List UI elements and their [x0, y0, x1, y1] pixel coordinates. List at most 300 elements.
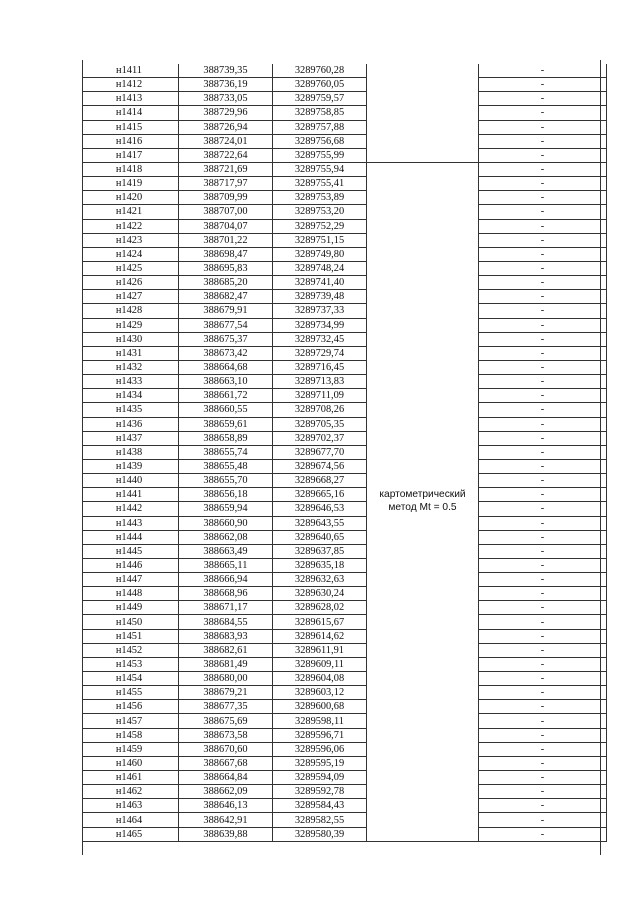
- description-cell: -: [479, 601, 607, 615]
- y-coordinate-cell: 3289665,16: [273, 488, 367, 502]
- table-row: [83, 756, 607, 770]
- point-mark-cell: н1440: [83, 474, 179, 488]
- x-coordinate-cell: 388722,64: [179, 148, 273, 162]
- point-mark-cell: н1425: [83, 261, 179, 275]
- description-cell: -: [479, 587, 607, 601]
- table-row: [83, 276, 607, 290]
- x-coordinate-cell: 388695,83: [179, 261, 273, 275]
- table-row: [83, 474, 607, 488]
- description-cell: -: [479, 544, 607, 558]
- point-mark-cell: н1465: [83, 827, 179, 841]
- point-mark-cell: н1415: [83, 120, 179, 134]
- method-cell: [367, 148, 479, 162]
- table-row: [83, 403, 607, 417]
- x-coordinate-cell: 388736,19: [179, 78, 273, 92]
- x-coordinate-cell: 388683,93: [179, 629, 273, 643]
- x-coordinate-cell: 388639,88: [179, 827, 273, 841]
- description-cell: -: [479, 120, 607, 134]
- x-coordinate-cell: 388661,72: [179, 389, 273, 403]
- method-cell: [367, 601, 479, 615]
- y-coordinate-cell: 3289708,26: [273, 403, 367, 417]
- point-mark-cell: н1433: [83, 375, 179, 389]
- point-mark-cell: н1463: [83, 799, 179, 813]
- method-cell: [367, 672, 479, 686]
- method-cell: [367, 290, 479, 304]
- method-cell: [367, 827, 479, 841]
- point-mark-cell: н1455: [83, 686, 179, 700]
- description-cell: -: [479, 403, 607, 417]
- x-coordinate-cell: 388724,01: [179, 134, 273, 148]
- point-mark-cell: н1464: [83, 813, 179, 827]
- description-cell: -: [479, 728, 607, 742]
- method-cell: [367, 332, 479, 346]
- point-mark-cell: н1421: [83, 205, 179, 219]
- description-cell: -: [479, 276, 607, 290]
- point-mark-cell: н1458: [83, 728, 179, 742]
- x-coordinate-cell: 388721,69: [179, 162, 273, 176]
- table-row: [83, 657, 607, 671]
- description-cell: -: [479, 827, 607, 841]
- y-coordinate-cell: 3289582,55: [273, 813, 367, 827]
- y-coordinate-cell: 3289752,29: [273, 219, 367, 233]
- point-mark-cell: н1432: [83, 360, 179, 374]
- x-coordinate-cell: 388658,89: [179, 431, 273, 445]
- x-coordinate-cell: 388675,69: [179, 714, 273, 728]
- point-mark-cell: н1443: [83, 516, 179, 530]
- point-mark-cell: н1428: [83, 304, 179, 318]
- description-cell: -: [479, 785, 607, 799]
- method-cell: [367, 445, 479, 459]
- method-cell: [367, 233, 479, 247]
- point-mark-cell: н1448: [83, 587, 179, 601]
- point-mark-cell: н1419: [83, 177, 179, 191]
- y-coordinate-cell: 3289614,62: [273, 629, 367, 643]
- description-cell: -: [479, 290, 607, 304]
- y-coordinate-cell: 3289749,80: [273, 247, 367, 261]
- y-coordinate-cell: 3289760,28: [273, 64, 367, 78]
- point-mark-cell: н1462: [83, 785, 179, 799]
- table-row: [83, 375, 607, 389]
- y-coordinate-cell: 3289702,37: [273, 431, 367, 445]
- y-coordinate-cell: 3289729,74: [273, 346, 367, 360]
- table-row: [83, 488, 607, 502]
- table-row: [83, 417, 607, 431]
- description-cell: -: [479, 205, 607, 219]
- table-row: [83, 389, 607, 403]
- method-cell: [367, 360, 479, 374]
- method-cell: [367, 544, 479, 558]
- method-cell: [367, 403, 479, 417]
- method-cell: [367, 261, 479, 275]
- point-mark-cell: н1416: [83, 134, 179, 148]
- x-coordinate-cell: 388671,17: [179, 601, 273, 615]
- point-mark-cell: н1437: [83, 431, 179, 445]
- table-row: [83, 92, 607, 106]
- table-row: [83, 601, 607, 615]
- y-coordinate-cell: 3289757,88: [273, 120, 367, 134]
- description-cell: -: [479, 530, 607, 544]
- table-row: [83, 502, 607, 516]
- method-cell: [367, 459, 479, 473]
- x-coordinate-cell: 388673,42: [179, 346, 273, 360]
- method-cell: [367, 629, 479, 643]
- point-mark-cell: н1413: [83, 92, 179, 106]
- method-cell: [367, 474, 479, 488]
- description-cell: -: [479, 318, 607, 332]
- description-cell: -: [479, 813, 607, 827]
- x-coordinate-cell: 388662,09: [179, 785, 273, 799]
- method-cell: [367, 587, 479, 601]
- y-coordinate-cell: 3289580,39: [273, 827, 367, 841]
- description-cell: -: [479, 219, 607, 233]
- x-coordinate-cell: 388684,55: [179, 615, 273, 629]
- x-coordinate-cell: 388642,91: [179, 813, 273, 827]
- y-coordinate-cell: 3289594,09: [273, 771, 367, 785]
- y-coordinate-cell: 3289609,11: [273, 657, 367, 671]
- y-coordinate-cell: 3289628,02: [273, 601, 367, 615]
- point-mark-cell: н1442: [83, 502, 179, 516]
- method-cell: [367, 205, 479, 219]
- x-coordinate-cell: 388679,21: [179, 686, 273, 700]
- x-coordinate-cell: 388681,49: [179, 657, 273, 671]
- point-mark-cell: н1449: [83, 601, 179, 615]
- y-coordinate-cell: 3289713,83: [273, 375, 367, 389]
- point-mark-cell: н1435: [83, 403, 179, 417]
- method-cell: [367, 799, 479, 813]
- point-mark-cell: н1457: [83, 714, 179, 728]
- y-coordinate-cell: 3289705,35: [273, 417, 367, 431]
- table-row: [83, 346, 607, 360]
- description-cell: -: [479, 686, 607, 700]
- x-coordinate-cell: 388677,35: [179, 700, 273, 714]
- table-row: [83, 558, 607, 572]
- point-mark-cell: н1411: [83, 64, 179, 78]
- method-cell: [367, 64, 479, 78]
- table-row: [83, 219, 607, 233]
- y-coordinate-cell: 3289595,19: [273, 756, 367, 770]
- description-cell: -: [479, 148, 607, 162]
- y-coordinate-cell: 3289611,91: [273, 643, 367, 657]
- x-coordinate-cell: 388667,68: [179, 756, 273, 770]
- x-coordinate-cell: 388677,54: [179, 318, 273, 332]
- x-coordinate-cell: 388655,74: [179, 445, 273, 459]
- x-coordinate-cell: 388663,49: [179, 544, 273, 558]
- table-row: [83, 700, 607, 714]
- method-cell: [367, 728, 479, 742]
- point-mark-cell: н1439: [83, 459, 179, 473]
- table-row: [83, 771, 607, 785]
- point-mark-cell: н1418: [83, 162, 179, 176]
- description-cell: -: [479, 714, 607, 728]
- table-row: [83, 191, 607, 205]
- table-row: [83, 177, 607, 191]
- table-row: [83, 615, 607, 629]
- y-coordinate-cell: 3289598,11: [273, 714, 367, 728]
- method-cell: [367, 177, 479, 191]
- point-mark-cell: н1459: [83, 742, 179, 756]
- method-cell: [367, 643, 479, 657]
- x-coordinate-cell: 388673,58: [179, 728, 273, 742]
- method-cell: [367, 714, 479, 728]
- x-coordinate-cell: 388704,07: [179, 219, 273, 233]
- point-mark-cell: н1417: [83, 148, 179, 162]
- table-row: [83, 304, 607, 318]
- description-cell: -: [479, 177, 607, 191]
- table-row: [83, 318, 607, 332]
- description-cell: -: [479, 360, 607, 374]
- x-coordinate-cell: 388664,84: [179, 771, 273, 785]
- table-row: [83, 714, 607, 728]
- method-cell: [367, 431, 479, 445]
- y-coordinate-cell: 3289741,40: [273, 276, 367, 290]
- point-mark-cell: н1420: [83, 191, 179, 205]
- description-cell: -: [479, 332, 607, 346]
- description-cell: -: [479, 474, 607, 488]
- y-coordinate-cell: 3289755,99: [273, 148, 367, 162]
- table-row: [83, 587, 607, 601]
- x-coordinate-cell: 388655,48: [179, 459, 273, 473]
- x-coordinate-cell: 388659,61: [179, 417, 273, 431]
- table-row: [83, 261, 607, 275]
- method-cell: [367, 92, 479, 106]
- table-row: [83, 459, 607, 473]
- point-mark-cell: н1446: [83, 558, 179, 572]
- description-cell: -: [479, 162, 607, 176]
- method-cell: [367, 417, 479, 431]
- x-coordinate-cell: 388660,90: [179, 516, 273, 530]
- method-cell: [367, 318, 479, 332]
- description-cell: -: [479, 417, 607, 431]
- method-cell: [367, 304, 479, 318]
- y-coordinate-cell: 3289674,56: [273, 459, 367, 473]
- method-cell: [367, 756, 479, 770]
- method-cell: [367, 488, 479, 513]
- table-row: [83, 799, 607, 813]
- y-coordinate-cell: 3289748,24: [273, 261, 367, 275]
- x-coordinate-cell: 388680,00: [179, 672, 273, 686]
- x-coordinate-cell: 388739,35: [179, 64, 273, 78]
- point-mark-cell: н1441: [83, 488, 179, 502]
- y-coordinate-cell: 3289632,63: [273, 573, 367, 587]
- coordinates-table: [82, 64, 607, 842]
- method-cell: [367, 573, 479, 587]
- y-coordinate-cell: 3289668,27: [273, 474, 367, 488]
- description-cell: -: [479, 261, 607, 275]
- point-mark-cell: н1429: [83, 318, 179, 332]
- description-cell: -: [479, 431, 607, 445]
- description-cell: -: [479, 92, 607, 106]
- method-cell: [367, 389, 479, 403]
- table-row: [83, 148, 607, 162]
- description-cell: -: [479, 643, 607, 657]
- method-cell: [367, 78, 479, 92]
- description-cell: -: [479, 516, 607, 530]
- description-cell: -: [479, 488, 607, 502]
- description-cell: -: [479, 615, 607, 629]
- table-row: [83, 247, 607, 261]
- y-coordinate-cell: 3289758,85: [273, 106, 367, 120]
- method-cell: [367, 120, 479, 134]
- x-coordinate-cell: 388726,94: [179, 120, 273, 134]
- method-cell: [367, 657, 479, 671]
- y-coordinate-cell: 3289630,24: [273, 587, 367, 601]
- point-mark-cell: н1450: [83, 615, 179, 629]
- x-coordinate-cell: 388646,13: [179, 799, 273, 813]
- y-coordinate-cell: 3289711,09: [273, 389, 367, 403]
- table-row: [83, 813, 607, 827]
- y-coordinate-cell: 3289737,33: [273, 304, 367, 318]
- y-coordinate-cell: 3289755,94: [273, 162, 367, 176]
- description-cell: -: [479, 771, 607, 785]
- y-coordinate-cell: 3289600,68: [273, 700, 367, 714]
- table-row: [83, 827, 607, 841]
- description-cell: -: [479, 742, 607, 756]
- description-cell: -: [479, 304, 607, 318]
- x-coordinate-cell: 388733,05: [179, 92, 273, 106]
- y-coordinate-cell: 3289604,08: [273, 672, 367, 686]
- table-row: [83, 233, 607, 247]
- description-cell: -: [479, 558, 607, 572]
- y-coordinate-cell: 3289637,85: [273, 544, 367, 558]
- description-cell: -: [479, 672, 607, 686]
- point-mark-cell: н1456: [83, 700, 179, 714]
- point-mark-cell: н1454: [83, 672, 179, 686]
- x-coordinate-cell: 388717,97: [179, 177, 273, 191]
- method-cell: [367, 771, 479, 785]
- x-coordinate-cell: 388701,22: [179, 233, 273, 247]
- y-coordinate-cell: 3289753,20: [273, 205, 367, 219]
- y-coordinate-cell: 3289677,70: [273, 445, 367, 459]
- point-mark-cell: н1460: [83, 756, 179, 770]
- y-coordinate-cell: 3289596,06: [273, 742, 367, 756]
- y-coordinate-cell: 3289760,05: [273, 78, 367, 92]
- point-mark-cell: н1422: [83, 219, 179, 233]
- point-mark-cell: н1431: [83, 346, 179, 360]
- y-coordinate-cell: 3289739,48: [273, 290, 367, 304]
- x-coordinate-cell: 388656,18: [179, 488, 273, 502]
- x-coordinate-cell: 388663,10: [179, 375, 273, 389]
- point-mark-cell: н1436: [83, 417, 179, 431]
- point-mark-cell: н1414: [83, 106, 179, 120]
- x-coordinate-cell: 388707,00: [179, 205, 273, 219]
- point-mark-cell: н1412: [83, 78, 179, 92]
- method-text: картометрический метод Mt = 0.5: [379, 488, 466, 513]
- description-cell: -: [479, 573, 607, 587]
- method-cell: [367, 615, 479, 629]
- description-cell: -: [479, 375, 607, 389]
- point-mark-cell: н1447: [83, 573, 179, 587]
- method-cell: [367, 742, 479, 756]
- description-cell: -: [479, 799, 607, 813]
- table-row: [83, 544, 607, 558]
- table-row: [83, 672, 607, 686]
- description-cell: -: [479, 233, 607, 247]
- method-cell: [367, 813, 479, 827]
- y-coordinate-cell: 3289716,45: [273, 360, 367, 374]
- point-mark-cell: н1424: [83, 247, 179, 261]
- y-coordinate-cell: 3289755,41: [273, 177, 367, 191]
- description-cell: -: [479, 502, 607, 516]
- point-mark-cell: н1452: [83, 643, 179, 657]
- point-mark-cell: н1430: [83, 332, 179, 346]
- x-coordinate-cell: 388729,96: [179, 106, 273, 120]
- description-cell: -: [479, 629, 607, 643]
- x-coordinate-cell: 388709,99: [179, 191, 273, 205]
- method-cell: [367, 106, 479, 120]
- description-cell: -: [479, 445, 607, 459]
- point-mark-cell: н1451: [83, 629, 179, 643]
- table-row: [83, 643, 607, 657]
- table-row: [83, 742, 607, 756]
- table-row: [83, 530, 607, 544]
- description-cell: -: [479, 106, 607, 120]
- x-coordinate-cell: 388660,55: [179, 403, 273, 417]
- y-coordinate-cell: 3289603,12: [273, 686, 367, 700]
- x-coordinate-cell: 388662,08: [179, 530, 273, 544]
- x-coordinate-cell: 388664,68: [179, 360, 273, 374]
- description-cell: -: [479, 756, 607, 770]
- description-cell: -: [479, 247, 607, 261]
- description-cell: -: [479, 459, 607, 473]
- y-coordinate-cell: 3289753,89: [273, 191, 367, 205]
- table-row: [83, 332, 607, 346]
- method-cell: [367, 516, 479, 530]
- method-cell: [367, 686, 479, 700]
- x-coordinate-cell: 388685,20: [179, 276, 273, 290]
- table-row: [83, 516, 607, 530]
- method-cell: [367, 134, 479, 148]
- coordinates-table-body: [83, 64, 607, 841]
- method-cell: [367, 700, 479, 714]
- point-mark-cell: н1423: [83, 233, 179, 247]
- table-row: [83, 205, 607, 219]
- y-coordinate-cell: 3289615,67: [273, 615, 367, 629]
- x-coordinate-cell: 388659,94: [179, 502, 273, 516]
- point-mark-cell: н1461: [83, 771, 179, 785]
- table-row: [83, 629, 607, 643]
- method-cell: [367, 276, 479, 290]
- x-coordinate-cell: 388682,61: [179, 643, 273, 657]
- y-coordinate-cell: 3289640,65: [273, 530, 367, 544]
- y-coordinate-cell: 3289596,71: [273, 728, 367, 742]
- table-row: [83, 134, 607, 148]
- table-row: [83, 106, 607, 120]
- point-mark-cell: н1445: [83, 544, 179, 558]
- x-coordinate-cell: 388682,47: [179, 290, 273, 304]
- method-cell: [367, 191, 479, 205]
- y-coordinate-cell: 3289756,68: [273, 134, 367, 148]
- description-cell: -: [479, 64, 607, 78]
- y-coordinate-cell: 3289646,53: [273, 502, 367, 516]
- description-cell: -: [479, 191, 607, 205]
- x-coordinate-cell: 388666,94: [179, 573, 273, 587]
- method-cell: [367, 219, 479, 233]
- point-mark-cell: н1434: [83, 389, 179, 403]
- description-cell: -: [479, 78, 607, 92]
- method-cell: [367, 530, 479, 544]
- x-coordinate-cell: 388679,91: [179, 304, 273, 318]
- table-row: [83, 360, 607, 374]
- table-row: [83, 290, 607, 304]
- method-cell: [367, 558, 479, 572]
- point-mark-cell: н1444: [83, 530, 179, 544]
- table-row: [83, 64, 607, 78]
- x-coordinate-cell: 388675,37: [179, 332, 273, 346]
- point-mark-cell: н1427: [83, 290, 179, 304]
- table-row: [83, 573, 607, 587]
- x-coordinate-cell: 388668,96: [179, 587, 273, 601]
- y-coordinate-cell: 3289592,78: [273, 785, 367, 799]
